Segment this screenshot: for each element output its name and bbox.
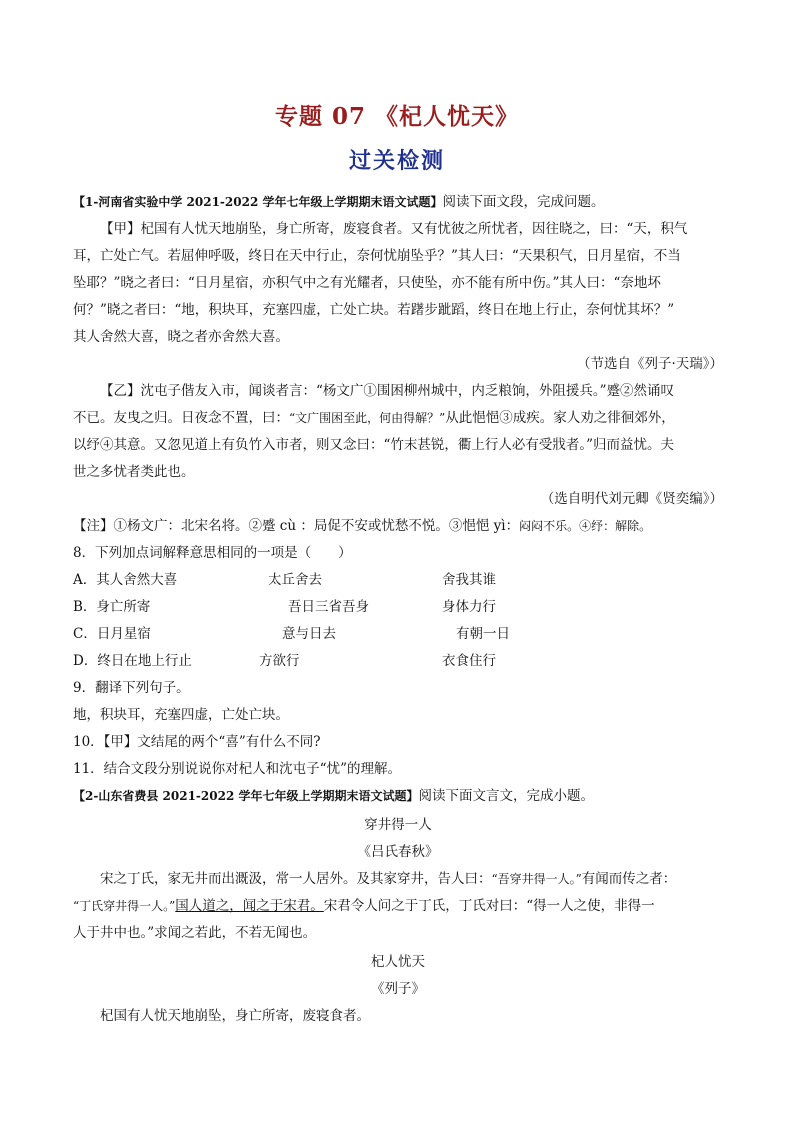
q8-option-a-compare-2: 舍我其谁 xyxy=(442,572,496,588)
yi-line-1 xyxy=(73,379,750,399)
q1-source-open: 【 xyxy=(73,195,86,209)
yi-line-4: 世之多忧者类此也。 xyxy=(73,464,195,480)
note-b: 闷闷不乐。④纾：解除。 xyxy=(519,519,652,533)
q2-instruction: 阅读下面文言文，完成小题。 xyxy=(418,788,594,804)
q1-header xyxy=(73,190,723,210)
jia-source: （节选自《列子·天瑞》） xyxy=(576,356,723,372)
passage1-book: 《吕氏春秋》 xyxy=(357,844,439,860)
jia-line-2: 耳，亡处亡气。若屈伸呼吸，终日在天中行止，奈何忧崩坠乎？”其人曰：“天果积气，日月星宿，不当 xyxy=(73,248,681,264)
p1-line-1-b: 有闻而传之者： xyxy=(581,871,677,887)
yi-line-1-b: 蹙②然诵叹 xyxy=(606,383,675,399)
q8-option-b: B．身亡所寄 xyxy=(73,599,151,615)
note-a: 【注】①杨文广：北宋名将。②蹙 cù ：局促不安或忧愁不悦。③悒悒 yì： xyxy=(73,518,520,534)
question-8: 8．下列加点词解释意思相同的一项是（ ） xyxy=(73,545,352,561)
passage1-line-3: 人于井中也。”求闻之若此，不若无闻也。 xyxy=(73,925,317,941)
p1-line-2-underlined: 国人道之，闻之于宋君。 xyxy=(175,898,324,914)
q8-option-c-compare-2: 有朝一日 xyxy=(456,626,510,642)
q1-instruction: 阅读下面文段，完成问题。 xyxy=(442,194,605,210)
q2-source-open: 【 xyxy=(73,789,86,803)
p1-line-2-quote: “丁氏穿井得一人。” xyxy=(73,899,176,913)
passage2-title: 杞人忧天 xyxy=(371,954,425,970)
q1-source-close: 】 xyxy=(430,195,443,209)
q8-option-a-compare-1: 太丘舍去 xyxy=(268,572,322,588)
yi-line-2-quote: “文广围困至此，何由得解？” xyxy=(289,411,446,425)
passage1-line-1 xyxy=(73,867,750,887)
passage1-title: 穿井得一人 xyxy=(364,817,432,833)
yi-line-3: 以纾④其意。又忽见道上有负竹入市者，则又念曰：“竹末甚锐，衢上行人必有受戕者。”归而益忧。夫 xyxy=(73,437,675,453)
q2-source-close: 】 xyxy=(406,789,419,803)
passage2-book: 《列子》 xyxy=(371,981,425,997)
passage1-line-2 xyxy=(73,894,723,914)
jia-line-5: 其人舍然大喜，晓之者亦舍然大喜。 xyxy=(73,329,289,345)
p1-line-1-a: 宋之丁氏，家无井而出溉汲，常一人居外。及其家穿井，告人曰： xyxy=(100,871,492,887)
page-title: 专题 07 《杞人忧天》 xyxy=(274,103,520,130)
q2-source: 2-山东省费县 2021-2022 学年七年级上学期期末语文试题 xyxy=(85,789,407,803)
question-9: 9．翻译下列句子。 xyxy=(73,680,190,696)
yi-line-2-b: 从此悒悒③成疾。家人劝之徘徊郊外， xyxy=(445,410,675,426)
question-9-sentence: 地，积块耳，充塞四虚，亡处亡块。 xyxy=(73,707,289,723)
p1-line-1-quote: “吾穿井得一人。” xyxy=(491,872,582,886)
q8-option-d: D．终日在地上行止 xyxy=(73,653,192,669)
q8-option-d-compare-1: 方欲行 xyxy=(259,653,300,669)
q8-option-c: C．日月星宿 xyxy=(73,626,151,642)
q8-option-d-compare-2: 衣食住行 xyxy=(442,653,496,669)
q2-header xyxy=(73,784,723,804)
p1-line-2-b: 宋君令人问之于丁氏，丁氏对曰：“得一人之使，非得一 xyxy=(323,898,655,914)
yi-line-2 xyxy=(73,406,723,426)
q8-option-c-compare-1: 意与日去 xyxy=(282,626,336,642)
q8-option-a: A．其人舍然大喜 xyxy=(73,572,178,588)
jia-line-4: 何？”晓之者曰：“地，积块耳，充塞四虚，亡处亡块。若躇步跐蹈，终日在地上行止，奈何忧其坏？” xyxy=(73,302,675,318)
annotation-note xyxy=(73,514,723,534)
jia-line-1: 【甲】杞国有人忧天地崩坠，身亡所寄，废寝食者。又有忧彼之所忧者，因往晓之，曰：“天，积气 xyxy=(100,221,688,237)
yi-line-2-a: 不已。友曳之归。日夜念不置，曰： xyxy=(73,410,289,426)
question-10: 10．【甲】文结尾的两个“喜”有什么不同? xyxy=(73,734,321,750)
question-11: 11．结合文段分别说说你对杞人和沈屯子“忧”的理解。 xyxy=(73,761,401,777)
jia-line-3: 坠耶？”晓之者曰：“日月星宿，亦积气中之有光耀者，只使坠，亦不能有所中伤。”其人曰：“奈地坏 xyxy=(73,275,661,291)
page-subtitle: 过关检测 xyxy=(348,148,445,174)
q8-option-b-compare-2: 身体力行 xyxy=(442,599,496,615)
q8-option-b-compare-1: 吾日三省吾身 xyxy=(288,599,369,615)
yi-line-1-a: 【乙】沈屯子偕友入市，闻谈者言：“杨文广①围困柳州城中，内乏粮饷，外阻援兵。” xyxy=(100,383,607,399)
passage2-line-1: 杞国有人忧天地崩坠，身亡所寄，废寝食者。 xyxy=(100,1008,370,1024)
yi-source: （选自明代刘元卿《贤奕编》） xyxy=(540,491,723,507)
q1-source: 1-河南省实验中学 2021-2022 学年七年级上学期期末语文试题 xyxy=(85,195,431,209)
